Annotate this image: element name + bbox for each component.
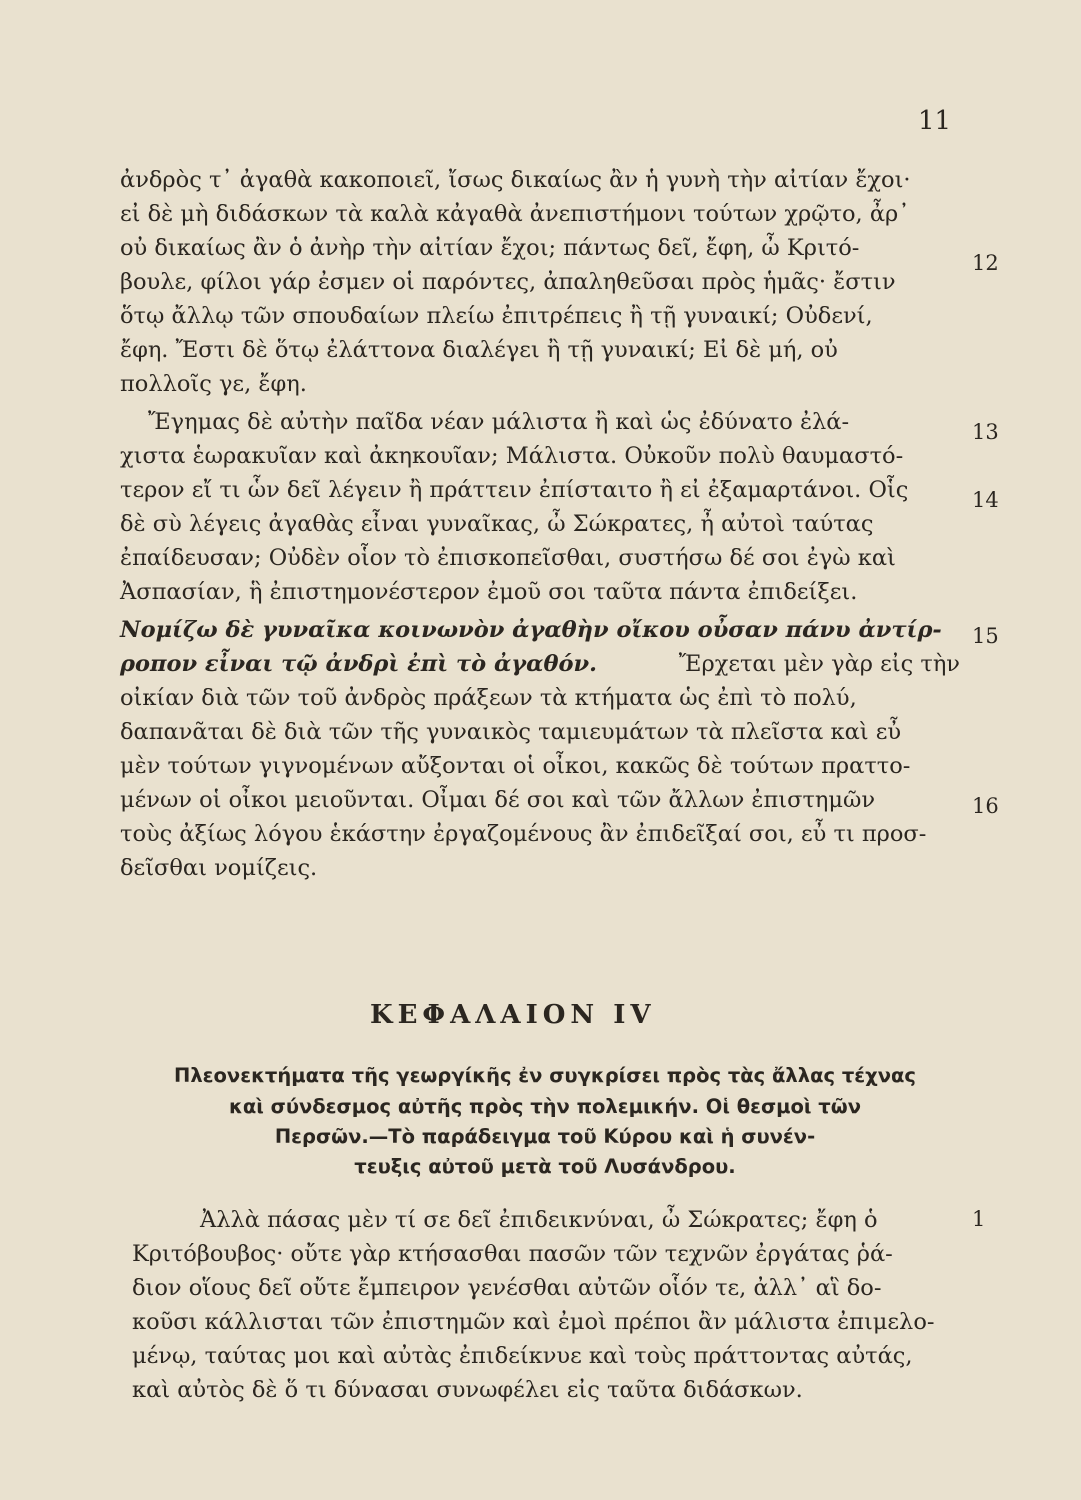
text-line <box>148 405 960 439</box>
chapter-summary-line: Πλεονεκτήματα τῆς γεωργίκῆς ἐν συγκρίσει πρὸς τὰς ἄλλας τέχνας <box>174 1064 916 1087</box>
line-text: Ἀσπασίαν, ἣ ἐπιστημονέστερον ἐμοῦ σοι ταῦτα πάντα ἐπιδείξει. <box>120 579 858 605</box>
text-line <box>120 817 960 851</box>
margin-number-1: 1 <box>972 1207 986 1231</box>
text-line: μένῳ, ταύτας μοι καὶ αὐτὰς ἐπιδείκνυε καὶ τοὺς πράττοντας αὐτάς, <box>132 1343 913 1369</box>
line-text: μὲν τούτων γιγνομένων αὔξονται οἱ οἶκοι, κακῶς δὲ τούτων πραττο- <box>120 753 911 779</box>
text-line <box>120 749 960 783</box>
text-line <box>120 507 960 541</box>
line-text: Ἔγημας δὲ αὐτὴν παῖδα νέαν μάλιστα ἢ καὶ ὡς ἐδύνατο ἐλά- <box>148 409 850 435</box>
margin-number-15: 15 <box>972 624 999 648</box>
text-line <box>120 715 960 749</box>
line-text: δεῖσθαι νομίζεις. <box>120 855 318 881</box>
margin-number-13: 13 <box>972 420 999 444</box>
text-line: κοῦσι κάλλισται τῶν ἐπιστημῶν καὶ ἐμοὶ πρέποι ἂν μάλιστα ἐπιμελο- <box>132 1309 935 1335</box>
line-text: μένων οἱ οἶκοι μειοῦνται. Οἶμαι δέ σοι καὶ τῶν ἄλλων ἐπιστημῶν <box>120 787 876 813</box>
emphasized-text: ροπον εἶναι τῷ ἀνδρὶ ἐπὶ τὸ ἀγαθόν. <box>120 651 597 677</box>
text-line <box>120 575 960 609</box>
text-line <box>120 613 960 647</box>
chapter-title: ΚΕΦΑΛΑΙΟΝ IV <box>370 1000 656 1030</box>
text-line <box>120 473 960 507</box>
chapter-summary-line: καὶ σύνδεσμος αὐτῆς πρὸς τὴν πολεμικήν. Οἱ θεσμοὶ τῶν <box>229 1095 861 1118</box>
line-text: ὅτῳ ἄλλῳ τῶν σπουδαίων πλείω ἐπιτρέπεις ἢ τῇ γυναικί; Οὐδενί, <box>120 303 873 329</box>
text-line <box>120 197 960 231</box>
line-text: τερον εἴ τι ὧν δεῖ λέγειν ἢ πράττειν ἐπίσταιτο ἢ εἰ ἐξαμαρτάνοι. Οἷς <box>120 477 909 503</box>
text-line <box>120 681 960 715</box>
line-text: οἰκίαν διὰ τῶν τοῦ ἀνδρὸς πράξεων τὰ κτήματα ὡς ἐπὶ τὸ πολύ, <box>120 685 857 711</box>
line-text: πολλοῖς γε, ἔφη. <box>120 371 307 397</box>
text-line <box>120 647 960 681</box>
text-line <box>120 333 960 367</box>
line-text: οὐ δικαίως ἂν ὁ ἀνὴρ τὴν αἰτίαν ἔχοι; πάντως δεῖ, ἔφη, ὦ Κριτό- <box>120 235 860 261</box>
margin-number-14: 14 <box>972 488 999 512</box>
text-line <box>120 163 960 197</box>
text-line <box>120 541 960 575</box>
text-line <box>120 439 960 473</box>
line-text: βουλε, φίλοι γάρ ἐσμεν οἱ παρόντες, ἀπαληθεῦσαι πρὸς ἡμᾶς· ἔστιν <box>120 269 896 295</box>
text-line: Ἀλλὰ πάσας μὲν τί σε δεῖ ἐπιδεικνύναι, ὦ Σώκρατες; ἔφη ὁ <box>200 1207 878 1233</box>
text-line: Κριτόβουβος· οὔτε γὰρ κτήσασθαι πασῶν τῶν τεχνῶν ἐργάτας ῥά- <box>132 1241 893 1267</box>
text-line <box>120 265 960 299</box>
line-text: Ἔρχεται μὲν γὰρ εἰς τὴν <box>678 651 960 677</box>
text-line <box>120 367 960 401</box>
line-text: εἰ δὲ μὴ διδάσκων τὰ καλὰ κἀγαθὰ ἀνεπιστήμονι τούτων χρῷτο, ἆρ᾽ <box>120 201 910 227</box>
text-line <box>120 851 960 885</box>
line-text: ἔφη. Ἔστι δὲ ὅτῳ ἐλάττονα διαλέγει ἢ τῇ γυναικί; Εἰ δὲ μή, οὐ <box>120 337 838 363</box>
chapter-summary-line: τευξις αὐτοῦ μετὰ τοῦ Λυσάνδρου. <box>354 1155 736 1178</box>
line-text: δὲ σὺ λέγεις ἀγαθὰς εἶναι γυναῖκας, ὦ Σώκρατες, ἦ αὐτοὶ ταύτας <box>120 511 874 537</box>
page-number: 11 <box>918 106 952 136</box>
line-text: χιστα ἑωρακυῖαν καὶ ἀκηκουῖαν; Μάλιστα. Οὐκοῦν πολὺ θαυμαστό- <box>120 443 904 469</box>
text-line <box>120 299 960 333</box>
margin-number-16: 16 <box>972 794 999 818</box>
line-text: ἀνδρὸς τ᾽ ἀγαθὰ κακοποιεῖ, ἴσως δικαίως ἂν ἡ γυνὴ τὴν αἰτίαν ἔχοι· <box>120 167 911 193</box>
chapter-summary-line: Περσῶν.—Τὸ παράδειγμα τοῦ Κύρου καὶ ἡ συνέν- <box>274 1125 816 1148</box>
text-line: καὶ αὐτὸς δὲ ὅ τι δύνασαι συνωφέλει εἰς ταῦτα διδάσκων. <box>132 1377 803 1403</box>
line-text: τοὺς ἀξίως λόγου ἑκάστην ἐργαζομένους ἂν ἐπιδεῖξαί σοι, εὖ τι προσ- <box>120 821 927 847</box>
line-text: δαπανᾶται δὲ διὰ τῶν τῆς γυναικὸς ταμιευμάτων τὰ πλεῖστα καὶ εὖ <box>120 719 902 745</box>
text-line: διον οἵους δεῖ οὔτε ἔμπειρον γενέσθαι αὐτῶν οἷόν τε, ἀλλ᾽ αἳ δο- <box>132 1275 882 1301</box>
text-line <box>120 231 960 265</box>
line-text: ἐπαίδευσαν; Οὐδὲν οἷον τὸ ἐπισκοπεῖσθαι, συστήσω δέ σοι ἐγὼ καὶ <box>120 545 896 571</box>
emphasized-text: Νομίζω δὲ γυναῖκα κοινωνὸν ἀγαθὴν οἴκου οὖσαν πάνυ ἀντίρ- <box>120 617 942 643</box>
text-line <box>120 783 960 817</box>
margin-number-12: 12 <box>972 251 999 275</box>
